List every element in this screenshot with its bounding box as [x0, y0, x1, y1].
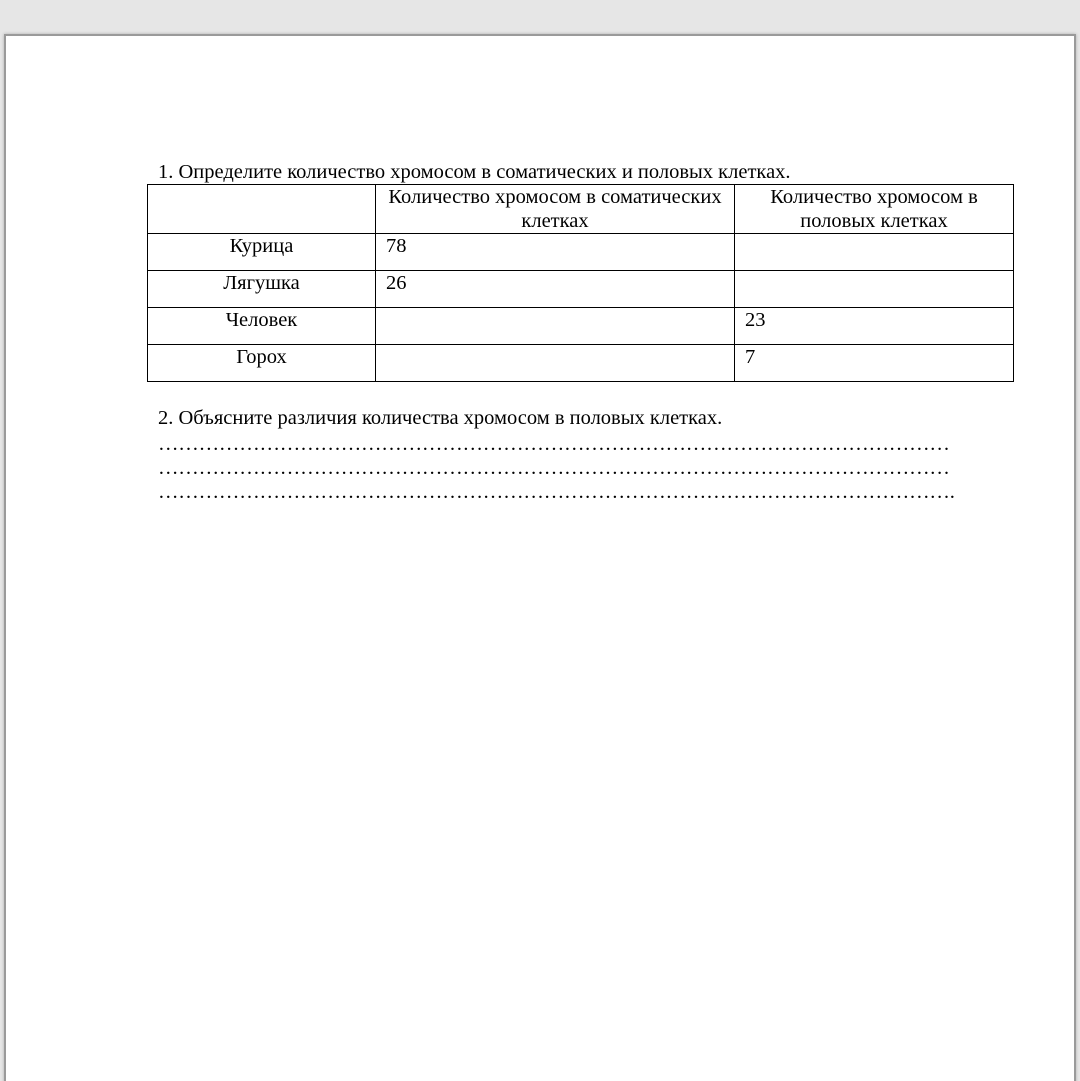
sex-count-cell: 23: [735, 308, 1014, 345]
somatic-count-cell: 78: [376, 234, 735, 271]
header-cell-empty: [148, 185, 376, 234]
organism-cell: Курица: [148, 234, 376, 271]
table-row: [148, 271, 1014, 308]
table-row: [148, 234, 1014, 271]
sex-count-cell: [735, 234, 1014, 271]
sex-count-cell: [735, 271, 1014, 308]
somatic-count-cell: [376, 345, 735, 382]
table-row: [148, 308, 1014, 345]
chromosome-table: [147, 184, 1014, 382]
document-page: [4, 34, 1076, 1081]
table-header-row: [148, 185, 1014, 234]
organism-cell: Горох: [148, 345, 376, 382]
answer-line: ………………………………………………………………………………………………………: [158, 433, 950, 455]
sex-count-cell: 7: [735, 345, 1014, 382]
answer-line: ……………………………………………………………………………………………………….: [158, 481, 955, 503]
header-cell-sex: Количество хромосом в половых клетках: [735, 185, 1014, 234]
header-cell-somatic: Количество хромосом в соматических клетках: [376, 185, 735, 234]
question-1-text: 1. Определите количество хромосом в соматических и половых клетках.: [158, 161, 791, 183]
somatic-count-cell: [376, 308, 735, 345]
somatic-count-cell: 26: [376, 271, 735, 308]
table-row: [148, 345, 1014, 382]
answer-line: ………………………………………………………………………………………………………: [158, 457, 950, 479]
question-2-text: 2. Объясните различия количества хромосом в половых клетках.: [158, 407, 723, 429]
organism-cell: Человек: [148, 308, 376, 345]
organism-cell: Лягушка: [148, 271, 376, 308]
